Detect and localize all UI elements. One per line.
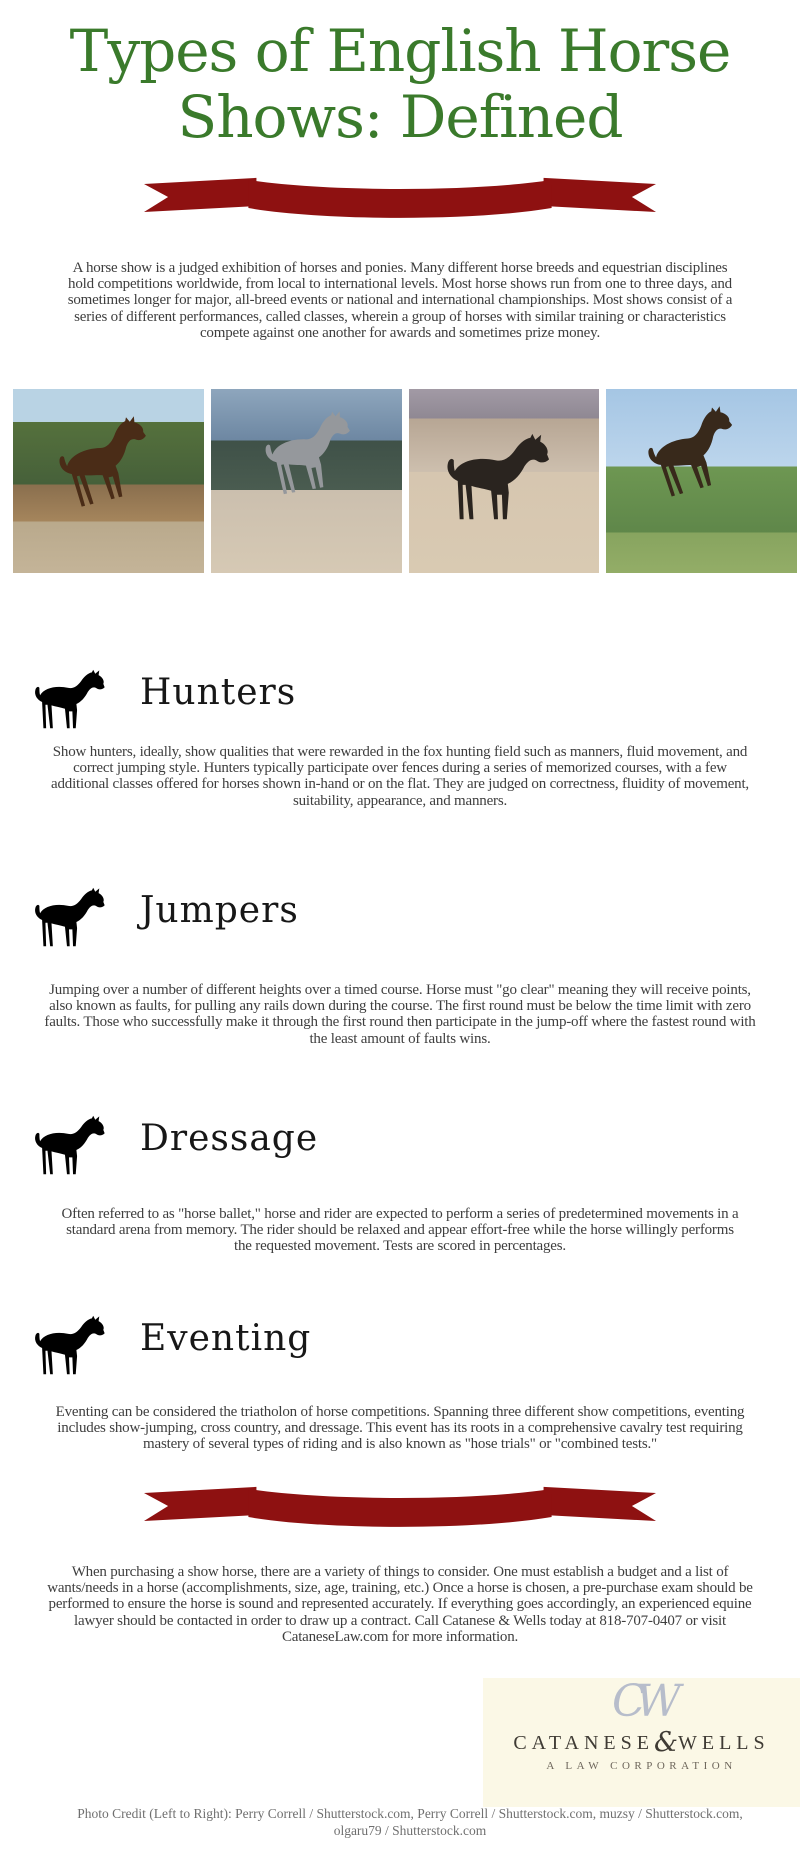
logo-name-left: CATANESE <box>513 1732 654 1754</box>
horse-icon <box>443 433 551 523</box>
logo-name <box>483 1725 800 1756</box>
ribbon-banner-top <box>144 176 656 222</box>
photo-credit: Photo Credit (Left to Right): Perry Correll / Shutterstock.com, Perry Correll / Shutterstock.com, muzsy / Shutterstock.com, olgaru79 / Shutterstock.com <box>77 1806 743 1838</box>
ribbon-banner-bottom <box>144 1485 656 1531</box>
photo-hunter-jump <box>13 389 204 573</box>
photo-strip <box>13 389 797 573</box>
photo-dressage <box>409 389 600 573</box>
jumpers-paragraph: Jumping over a number of different heights over a timed course. Horse must "go clear" meaning they will receive points, also known as faults, for pulling any rails down during the course. The first round must be below the time limit with zero faults. Those who successfully make it through the first round then participate in the jump-off where the fastest round with the least amount of faults wins. <box>44 982 756 1047</box>
horse-icon <box>637 402 749 505</box>
horse-icon <box>257 408 361 501</box>
closing-paragraph: When purchasing a show horse, there are a variety of things to consider. One must establish a budget and a list of wants/needs in a horse (accomplishments, size, age, training, etc.) Once a horse is chosen, a pre-purchase exam should be performed to ensure the horse is sound and represented accurately. If everything goes accordingly, an experienced equine lawyer should be contacted in order to draw up a contract. Call Catanese & Wells today at 818-707-0407 or visit CataneseLaw.com for more information. <box>47 1564 753 1645</box>
page-title <box>0 18 800 150</box>
eventing-heading: Eventing <box>140 1318 312 1359</box>
intro-paragraph: A horse show is a judged exhibition of horses and ponies. Many different horse breeds and equestrian disciplines hold competitions worldwide, from local to international levels. Most horse shows run from one to three days, and sometimes longer for major, all-breed events or national and international championships. Most shows consist of a series of different performances, called classes, wherein a group of horses with similar training or characteristics compete against one another for awards and sometimes prize money. <box>67 260 733 341</box>
dressage-paragraph: Often referred to as "horse ballet," horse and rider are expected to perform a series of predetermined movements in a standard arena from memory. The rider should be relaxed and appear effort-free while the horse willingly performs the requested movement. Tests are scored in percentages. <box>61 1206 739 1255</box>
jumpers-heading: Jumpers <box>140 890 299 931</box>
hunters-heading: Hunters <box>140 672 297 713</box>
catanese-wells-logo <box>483 1678 800 1807</box>
horse-icon <box>49 413 162 514</box>
eventing-paragraph: Eventing can be considered the triatholon of horse competitions. Spanning three different show competitions, eventing includes show-jumping, cross country, and dressage. This event has its roots in a comprehensive cavalry test requiring mastery of several types of riding and is also known as "hose trials" or "combined tests." <box>55 1404 745 1453</box>
logo-ampersand: & <box>653 1727 678 1758</box>
photo-show-jumper <box>211 389 402 573</box>
page-title-line2: Shows: Defined <box>177 83 623 152</box>
dressage-heading: Dressage <box>140 1118 319 1159</box>
logo-name-right: WELLS <box>678 1732 770 1754</box>
dressage-horse-icon <box>32 1112 106 1180</box>
eventing-horse-icon <box>32 1312 106 1380</box>
photo-eventing-cross-country <box>606 389 797 573</box>
cw-monogram: CW <box>612 1676 671 1727</box>
hunters-horse-icon <box>32 666 106 734</box>
hunters-paragraph: Show hunters, ideally, show qualities that were rewarded in the fox hunting field such as manners, fluid movement, and correct jumping style. Hunters typically participate over fences during a series of memorized courses, with a few additional classes offered for horses shown in-hand or on the flat. They are judged on correctness, fluidity of movement, suitability, appearance, and manners. <box>51 744 749 809</box>
jumpers-horse-icon <box>32 884 106 952</box>
page-title-line1: Types of English Horse <box>69 17 731 85</box>
logo-tagline: A LAW CORPORATION <box>546 1760 737 1772</box>
